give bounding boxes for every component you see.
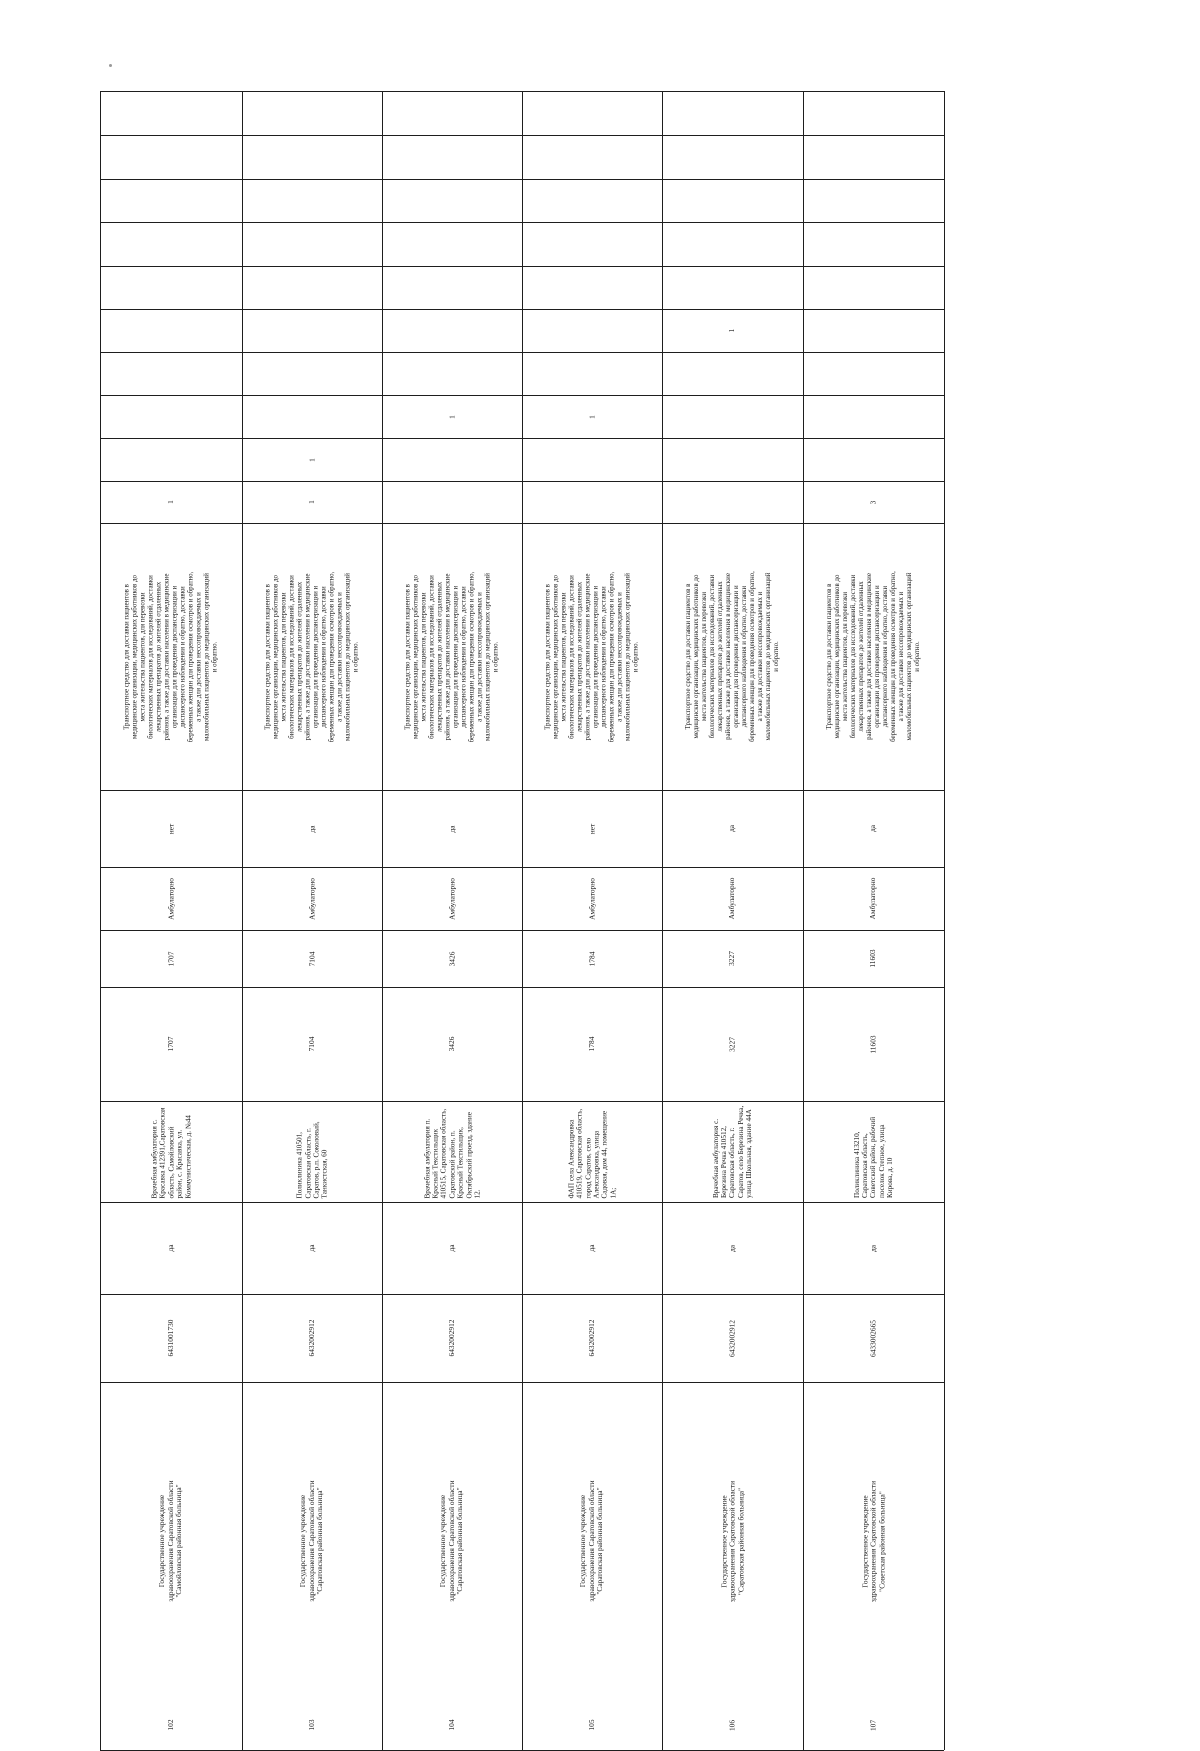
cell-address: Поликлиника 410501, Саратовская область, г. Саратов, р.п. Соколовый, Танкистская, 60 (295, 1120, 329, 1198)
cell-row-number: 104 (446, 1719, 456, 1731)
cell-row-number: 103 (306, 1719, 316, 1731)
cell-flag: да (446, 1244, 456, 1252)
cell-population-2: 3426 (446, 951, 456, 966)
cell-population-2: 11603 (868, 949, 878, 968)
cell-availability: нет (586, 823, 596, 834)
cell-flag: да (306, 1244, 316, 1252)
cell-population-1: 11603 (868, 1034, 878, 1054)
cell-organization: Государственное учреждение здравоохранения Саратовской области "Саратовская районная больница" (298, 1480, 325, 1602)
cell-inn: 6432002912 (586, 1319, 596, 1357)
cell-purpose: Транспортное средство для доставки пациентов в медицинские организации, медицинских работников до места жительства пациентов, для перевозки биологических материалов для исследований, доставки лекарственных препаратов до жителей отдаленных районов, а также для доставки населения в медицинские организации для проведения диспансеризации и диспансерного наблюдения и обратно, доставки беременных женщин для проведения осмотров и обратно, а также для доставки нессопровождаемых и маломобильных пациентов до медицинских организаций и обратно. (825, 571, 921, 742)
table-rule (944, 91, 945, 1750)
cell-organization: Государственное учреждение здравоохранения Саратовской области "Саратовская районная больница" (578, 1480, 605, 1602)
cell-population-1: 7104 (306, 1036, 316, 1052)
scan-speck (109, 64, 112, 67)
cell-population-2: 1784 (586, 951, 596, 966)
cell-row-number: 106 (727, 1719, 737, 1731)
cell-population-2: 1707 (165, 951, 175, 966)
cell-mode: Амбулаторно (868, 877, 878, 920)
cell-inn: 6432002912 (446, 1319, 456, 1357)
cell-address: Поликлиника 413210, Саратовская область, Советский район, рабочий поселок Степное, улица Кирова, д. 10 (852, 1116, 895, 1198)
cell-population-1: 1707 (165, 1036, 175, 1052)
cell-purpose: Транспортное средство для доставки пациентов в медицинские организации, медицинских работников до места жительства пациентов, для перевозки биологических материалов для исследований, доставки лекарственных препаратов до жителей отдаленных районов, а также для доставки населения в медицинские организации для проведения диспансеризации и диспансерного наблюдения и обратно, доставки беременных женщин для проведения осмотров и обратно, а также для доставки нессопровождаемых и маломобильных пациентов до медицинских организаций и обратно. (264, 571, 359, 742)
cell-count: 1 (586, 414, 596, 419)
cell-flag: да (727, 1244, 737, 1252)
cell-mode: Амбулаторно (586, 877, 596, 920)
cell-purpose: Транспортное средство для доставки пациентов в медицинские организации, медицинских работников до места жительства пациентов, для перевозки биологических материалов для исследований, доставки лекарственных препаратов до жителей отдаленных районов, а также для доставки населения в медицинские организации для проведения диспансеризации и диспансерного наблюдения и обратно, доставки беременных женщин для проведения осмотров и обратно, а также для доставки нессопровождаемых и маломобильных пациентов до медицинских организаций и обратно. (404, 571, 499, 742)
cell-address: Врачебная амбулатория с. Красавка 412391,Саратовская область, Самойловский район, с. Красавка, ул. Коммунистическая, д. №44 (150, 1107, 192, 1198)
cell-count: 1 (165, 500, 175, 504)
cell-mode: Амбулаторно (165, 877, 175, 920)
cell-purpose: Транспортное средство для доставки пациентов в медицинские организации, медицинских работников до места жительства пациентов, для перевозки биологических материалов для исследований, доставки лекарственных препаратов до жителей отдаленных районов, а также для доставки населения в медицинские организации для проведения диспансеризации и диспансерного наблюдения и обратно, доставки беременных женщин для проведения осмотров и обратно, а также для доставки нессопровождаемых и маломобильных пациентов до медицинских организаций и обратно. (684, 571, 780, 742)
cell-inn: 6431001730 (165, 1319, 175, 1357)
cell-purpose: Транспортное средство для доставки пациентов в медицинские организации, медицинских работников до места жительства пациентов, для перевозки биологических материалов для исследований, доставки лекарственных препаратов до жителей отдаленных районов, а также для доставки населения в медицинские организации для проведения диспансеризации и диспансерного наблюдения и обратно, доставки беременных женщин для проведения осмотров и обратно, а также для доставки нессопровождаемых и маломобильных пациентов до медицинских организаций и обратно. (544, 571, 639, 742)
cell-mode: Амбулаторно (446, 877, 456, 920)
cell-count: 3 (868, 500, 878, 504)
cell-population-2: 3227 (727, 951, 737, 966)
cell-address: ФАП села Александровка 410519, Саратовская область, город Саратов, село Александровка, улица Садовая, дом 44, помещение 1А; (566, 1108, 617, 1198)
cell-flag: да (868, 1244, 878, 1252)
cell-row-number: 105 (586, 1719, 596, 1731)
cell-availability: да (306, 824, 316, 833)
cell-availability: да (727, 824, 737, 833)
cell-organization: Государственное учреждение здравоохранения Саратовской области "Самойловская районная больница" (157, 1480, 184, 1602)
cell-flag: да (165, 1244, 175, 1252)
cell-availability: да (868, 824, 878, 833)
cell-count: 1 (306, 457, 316, 462)
cell-purpose: Транспортное средство для доставки пациентов в медицинские организации, медицинских работников до места жительства пациентов, для перевозки биологических материалов для исследований, доставки лекарственных препаратов до жителей отдаленных районов, а также для доставки населения в медицинские организации для проведения диспансеризации и диспансерного наблюдения и обратно, доставки беременных женщин для проведения осмотров и обратно, а также для доставки нессопровождаемых и маломобильных пациентов до медицинских организаций и обратно. (123, 571, 218, 742)
cell-count: 1 (727, 328, 737, 333)
cell-organization: Государственное учреждение здравоохранения Саратовской области "Советская районная больница" (859, 1480, 886, 1602)
cell-availability: нет (165, 823, 175, 834)
cell-inn: 6432002912 (306, 1319, 316, 1357)
cell-population-1: 3227 (727, 1036, 737, 1052)
cell-address: Врачебная амбулатория с. Березина Речка 410512, Саратовская область, г. Саратов, село Березина Речка, улица Школьная, здание 44А (711, 1105, 754, 1198)
cell-population-1: 1784 (586, 1036, 596, 1052)
cell-address: Врачебная амбулатория п. Красный Текстильщик 410515, Саратовская область, Саратовский район, п. Красный Текстильщик, Октябрьский проезд, здание 12. (422, 1108, 481, 1198)
cell-count: 1 (446, 414, 456, 419)
cell-organization: Государственное учреждение здравоохранения Саратовской области "Саратовская районная больница" (438, 1480, 465, 1602)
cell-mode: Амбулаторно (727, 877, 737, 920)
cell-count: 1 (306, 500, 316, 504)
cell-availability: да (446, 824, 456, 833)
cell-mode: Амбулаторно (306, 877, 316, 920)
cell-population-2: 7104 (306, 951, 316, 966)
cell-row-number: 107 (868, 1719, 878, 1731)
cell-population-1: 3426 (446, 1036, 456, 1052)
cell-organization: Государственное учреждение здравоохранения Саратовской области "Саратовская районная больница" (718, 1480, 745, 1602)
cell-flag: да (586, 1244, 596, 1252)
cell-row-number: 102 (165, 1719, 175, 1731)
cell-inn: 6433002665 (868, 1319, 878, 1357)
cell-inn: 6432002912 (727, 1319, 737, 1357)
